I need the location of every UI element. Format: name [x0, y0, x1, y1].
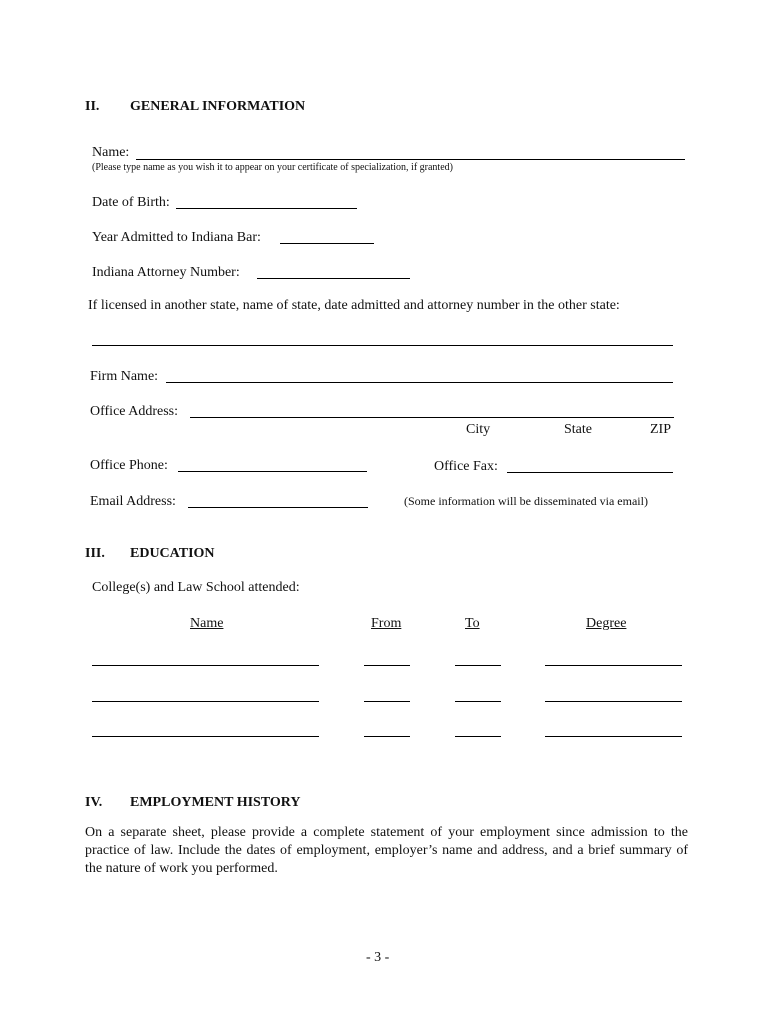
firm-name-field[interactable] [166, 382, 673, 383]
firm-name-label: Firm Name: [90, 369, 159, 384]
other-state-field[interactable] [92, 345, 673, 346]
name-note: (Please type name as you wish it to appear on your certificate of specialization, if granted) [92, 162, 453, 173]
education-row-3-to-field[interactable] [455, 736, 501, 737]
education-row-2-from-field[interactable] [364, 701, 410, 702]
education-row-2-name-field[interactable] [92, 701, 319, 702]
column-header-from: From [371, 616, 402, 631]
year-admitted-label: Year Admitted to Indiana Bar: [92, 230, 261, 245]
attorney-number-field[interactable] [257, 278, 410, 279]
education-row-1-name-field[interactable] [92, 665, 319, 666]
year-admitted-field[interactable] [280, 243, 374, 244]
email-note: (Some information will be disseminated via email) [404, 494, 648, 508]
name-label: Name: [92, 145, 130, 160]
state-label: State [564, 422, 592, 437]
email-field[interactable] [188, 507, 368, 508]
attorney-number-label: Indiana Attorney Number: [92, 265, 240, 280]
dob-field[interactable] [176, 208, 357, 209]
column-header-name: Name [190, 616, 224, 631]
education-row-2-to-field[interactable] [455, 701, 501, 702]
education-row-3-name-field[interactable] [92, 736, 319, 737]
other-state-label: If licensed in another state, name of state, date admitted and attorney number in the other state: [88, 298, 620, 313]
office-phone-label: Office Phone: [90, 458, 168, 473]
email-label: Email Address: [90, 494, 176, 509]
office-address-label: Office Address: [90, 404, 178, 419]
column-header-to: To [465, 616, 480, 631]
employment-instructions: On a separate sheet, please provide a complete statement of your employment since admission to the practice of law. Include the dates of employment, employer’s name and address, and a brief summary of the nature of work you performed. [85, 825, 688, 876]
education-row-2-degree-field[interactable] [545, 701, 682, 702]
dob-label: Date of Birth: [92, 195, 170, 210]
office-address-field[interactable] [190, 417, 674, 418]
education-row-3-from-field[interactable] [364, 736, 410, 737]
section-title-general-information: GENERAL INFORMATION [130, 99, 306, 114]
city-label: City [466, 422, 491, 437]
zip-label: ZIP [650, 422, 671, 437]
section-number-ii: II. [85, 99, 100, 114]
education-intro: College(s) and Law School attended: [92, 580, 300, 595]
education-row-1-degree-field[interactable] [545, 665, 682, 666]
column-header-degree: Degree [586, 616, 627, 631]
page-number: - 3 - [366, 950, 390, 965]
office-fax-label: Office Fax: [434, 459, 498, 474]
section-title-education: EDUCATION [130, 546, 215, 561]
education-row-1-to-field[interactable] [455, 665, 501, 666]
section-number-iii: III. [85, 546, 105, 561]
education-row-1-from-field[interactable] [364, 665, 410, 666]
office-phone-field[interactable] [178, 471, 367, 472]
name-field[interactable] [136, 159, 685, 160]
section-number-iv: IV. [85, 795, 103, 810]
section-title-employment-history: EMPLOYMENT HISTORY [130, 795, 301, 810]
office-fax-field[interactable] [507, 472, 673, 473]
education-row-3-degree-field[interactable] [545, 736, 682, 737]
